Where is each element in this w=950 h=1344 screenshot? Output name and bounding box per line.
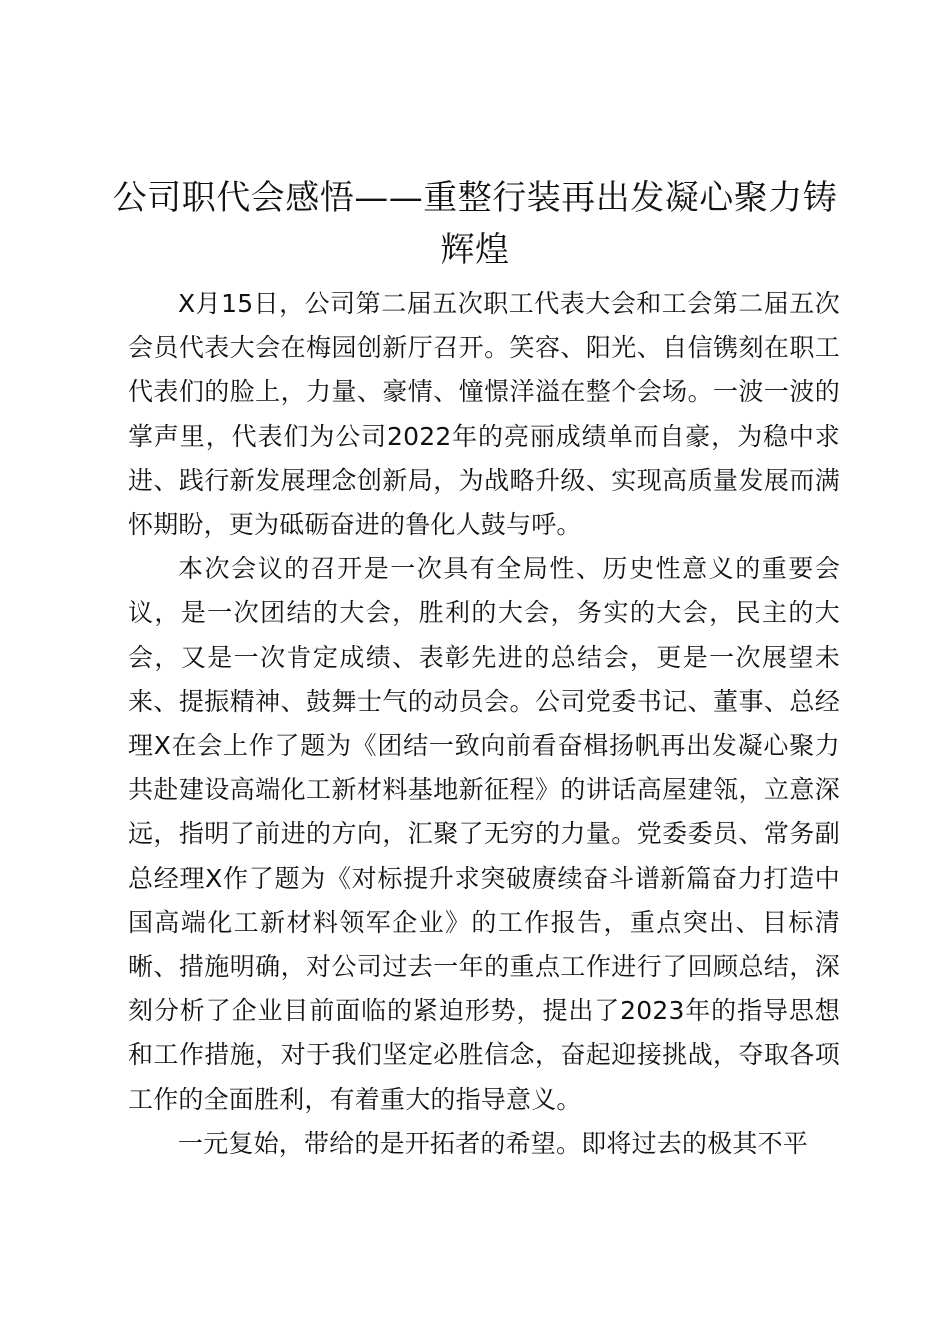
paragraph-3: 一元复始，带给的是开拓者的希望。即将过去的极其不平	[178, 1128, 809, 1158]
document-title: 公司职代会感悟——重整行装再出发凝心聚力铸辉煌	[112, 178, 838, 270]
paragraph-2: 本次会议的召开是一次具有全局性、历史性意义的重要会议，是一次团结的大会，胜利的大会，务实的大会，民主的大会，又是一次肯定成绩、表彰先进的总结会，更是一次展望未来、提振精神、鼓舞士气的动员会。公司党委书记、董事、总经理X在会上作了题为《团结一致向前看奋楫扬帆再出发凝心聚力共赴建设高端化工新材料基地新征程》的讲话高屋建瓴，立意深远，指明了前进的方向，汇聚了无穷的力量。党委委员、常务副总经理X作了题为《对标提升求突破赓续奋斗谱新篇奋力打造中国高端化工新材料领军企业》的工作报告，重点突出、目标清晰、措施明确，对公司过去一年的重点工作进行了回顾总结，深刻分析了企业目前面临的紧迫形势，提出了2023年的指导思想和工作措施，对于我们坚定必胜信念，奋起迎接挑战，夺取各项工作的全面胜利，有着重大的指导意义。	[128, 554, 840, 1114]
paragraph-1: X月15日，公司第二届五次职工代表大会和工会第二届五次会员代表大会在梅园创新厅召开。笑容、阳光、自信镌刻在职工代表们的脸上，力量、豪情、憧憬洋溢在整个会场。一波一波的掌声里，代表们为公司2022年的亮丽成绩单而自豪，为稳中求进、践行新发展理念创新局，为战略升级、实现高质量发展而满怀期盼，更为砥砺奋进的鲁化人鼓与呼。	[128, 289, 840, 540]
document-body	[128, 282, 840, 1166]
